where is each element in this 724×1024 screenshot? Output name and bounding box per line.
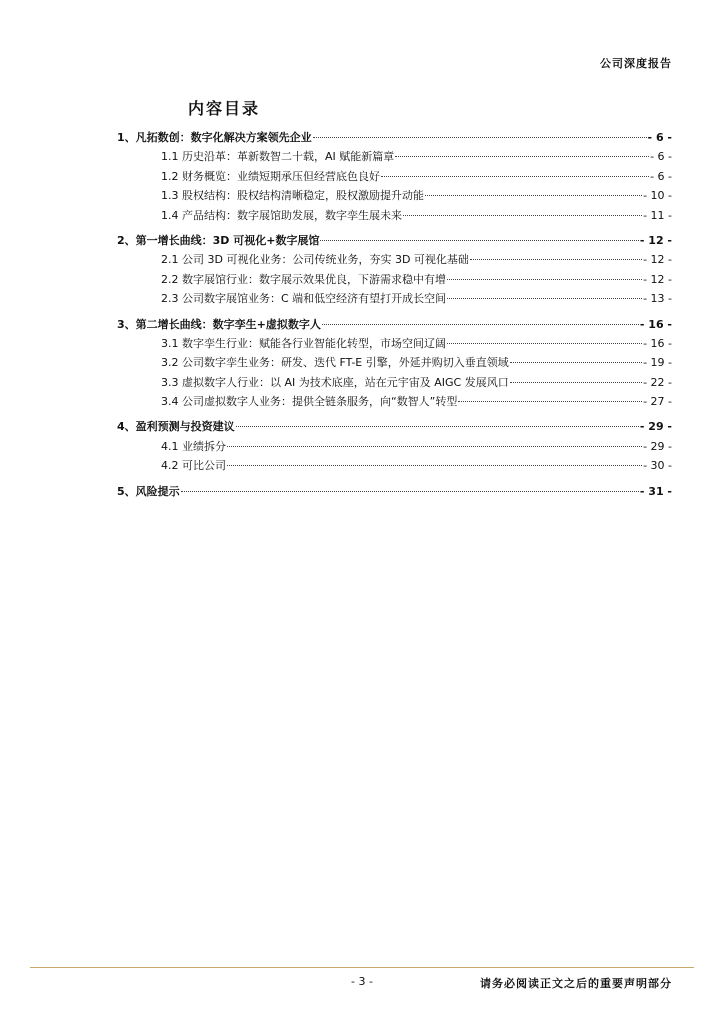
- toc-subsection-entry-page: - 27 -: [643, 395, 672, 409]
- toc-chapter-entry[interactable]: [117, 483, 672, 502]
- toc-subsection-entry-label: 2.1 公司 3D 可视化业务：公司传统业务，夯实 3D 可视化基础: [161, 253, 469, 267]
- toc-subsection-entry-label: 4.2 可比公司: [161, 459, 226, 473]
- dot-leader: [403, 215, 642, 216]
- toc-section: [117, 316, 672, 413]
- toc-subsection-entry[interactable]: [117, 457, 672, 476]
- toc-chapter-entry-label: 1、凡拓数创：数字化解决方案领先企业: [117, 131, 312, 144]
- dot-leader: [322, 324, 639, 325]
- toc-chapter-entry[interactable]: [117, 129, 672, 148]
- dot-leader: [227, 446, 642, 447]
- toc-section: [117, 232, 672, 310]
- toc-subsection-entry[interactable]: [117, 271, 672, 290]
- toc-chapter-entry-page: - 29 -: [639, 420, 672, 434]
- toc-subsection-entry-page: - 16 -: [643, 336, 672, 350]
- toc-chapter-entry[interactable]: [117, 316, 672, 335]
- toc-subsection-entry[interactable]: [117, 148, 672, 167]
- dot-leader: [458, 401, 642, 402]
- dot-leader: [236, 426, 639, 427]
- dot-leader: [510, 382, 642, 383]
- toc-chapter-entry[interactable]: [117, 232, 672, 251]
- footer-disclaimer: 请务必阅读正文之后的重要声明部分: [480, 977, 672, 990]
- toc-subsection-entry-label: 3.2 公司数字孪生业务：研发、迭代 FT-E 引擎，外延并购切入垂直领域: [161, 356, 509, 370]
- toc-subsection-entry[interactable]: [117, 393, 672, 412]
- toc-chapter-entry-label: 3、第二增长曲线：数字孪生+虚拟数字人: [117, 317, 321, 331]
- toc-subsection-entry-page: - 10 -: [643, 189, 672, 203]
- toc-title: 内容目录: [188, 99, 261, 118]
- toc-subsection-entry[interactable]: [117, 335, 672, 354]
- toc-subsection-entry-label: 3.1 数字孪生行业：赋能各行业智能化转型，市场空间辽阔: [161, 336, 446, 350]
- dot-leader: [510, 362, 642, 363]
- toc-subsection-entry-page: - 22 -: [643, 375, 672, 389]
- toc-section: [117, 129, 672, 226]
- dot-leader: [425, 195, 642, 196]
- toc-chapter-entry-label: 2、第一增长曲线：3D 可视化+数字展馆: [117, 233, 320, 247]
- toc-section: [117, 483, 672, 502]
- toc-section: [117, 418, 672, 476]
- page-number: - 3 -: [351, 975, 373, 988]
- toc-subsection-entry-page: - 12 -: [643, 272, 672, 286]
- toc-chapter-entry-page: - 12 -: [639, 233, 672, 247]
- toc-subsection-entry[interactable]: [117, 207, 672, 226]
- toc-chapter-entry-page: - 31 -: [639, 484, 672, 498]
- dot-leader: [181, 491, 639, 492]
- toc-subsection-entry-label: 2.2 数字展馆行业：数字展示效果优良，下游需求稳中有增: [161, 272, 446, 286]
- toc-subsection-entry-page: - 19 -: [643, 356, 672, 370]
- toc-subsection-entry-label: 4.1 业绩拆分: [161, 439, 226, 453]
- toc-subsection-entry-label: 3.3 虚拟数字人行业：以 AI 为技术底座，站在元宇宙及 AIGC 发展风口: [161, 375, 509, 389]
- dot-leader: [470, 259, 642, 260]
- toc-subsection-entry[interactable]: [117, 438, 672, 457]
- dot-leader: [447, 298, 642, 299]
- dot-leader: [395, 156, 649, 157]
- dot-leader: [447, 279, 642, 280]
- toc-subsection-entry-label: 1.2 财务概览：业绩短期承压但经营底色良好: [161, 169, 380, 183]
- toc-subsection-entry-label: 1.4 产品结构：数字展馆助发展，数字孪生展未来: [161, 208, 402, 222]
- toc-subsection-entry-label: 1.1 历史沿革：革新数智二十载，AI 赋能新篇章: [161, 150, 395, 164]
- dot-leader: [227, 465, 642, 466]
- dot-leader: [320, 240, 638, 241]
- toc-subsection-entry-page: - 29 -: [643, 439, 672, 453]
- toc-subsection-entry[interactable]: [117, 290, 672, 309]
- dot-leader: [381, 176, 649, 177]
- toc-subsection-entry[interactable]: [117, 168, 672, 187]
- footer-divider: [30, 967, 694, 968]
- toc-chapter-entry-label: 5、风险提示: [117, 484, 180, 498]
- toc-subsection-entry-page: - 30 -: [643, 459, 672, 473]
- dot-leader: [447, 343, 642, 344]
- report-type-label: 公司深度报告: [600, 57, 672, 70]
- toc-subsection-entry-label: 1.3 股权结构：股权结构清晰稳定，股权激励提升动能: [161, 189, 424, 203]
- toc-subsection-entry-page: - 6 -: [650, 150, 672, 164]
- toc-subsection-entry[interactable]: [117, 187, 672, 206]
- toc-subsection-entry[interactable]: [117, 354, 672, 373]
- toc-subsection-entry[interactable]: [117, 251, 672, 270]
- dot-leader: [313, 137, 647, 138]
- toc-chapter-entry-label: 4、盈利预测与投资建议: [117, 420, 235, 434]
- toc-subsection-entry-page: - 11 -: [643, 208, 672, 222]
- toc-chapter-entry-page: - 6 -: [647, 131, 672, 144]
- toc-subsection-entry-page: - 13 -: [643, 292, 672, 306]
- toc-subsection-entry-page: - 12 -: [643, 253, 672, 267]
- toc-subsection-entry[interactable]: [117, 374, 672, 393]
- toc-subsection-entry-label: 2.3 公司数字展馆业务：C 端和低空经济有望打开成长空间: [161, 292, 447, 306]
- toc-subsection-entry-page: - 6 -: [650, 169, 672, 183]
- table-of-contents: [117, 129, 672, 508]
- toc-chapter-entry[interactable]: [117, 418, 672, 437]
- toc-chapter-entry-page: - 16 -: [639, 317, 672, 331]
- toc-subsection-entry-label: 3.4 公司虚拟数字人业务：提供全链条服务，向“数智人”转型: [161, 395, 458, 409]
